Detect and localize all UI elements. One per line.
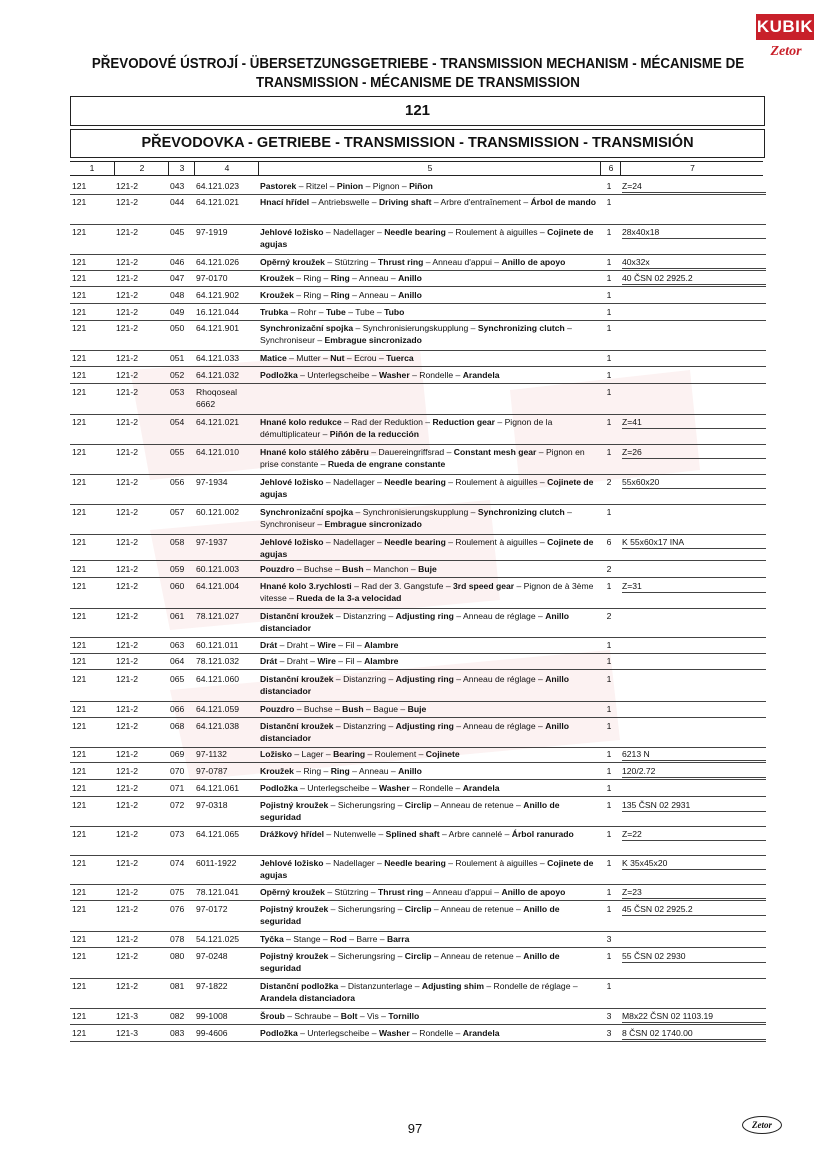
cell-position: 063 (170, 640, 185, 650)
cell-quantity: 1 (606, 704, 612, 714)
cell-part-number: 97-0318 (196, 800, 228, 810)
cell-subgroup: 121-2 (116, 800, 138, 810)
table-row (70, 506, 766, 535)
table-row (70, 886, 766, 901)
cell-note: 6213 N (622, 748, 766, 761)
cell-group: 121 (72, 564, 87, 574)
cell-quantity: 1 (606, 749, 612, 759)
cell-description: Šroub – Schraube – Bolt – Vis – Tornillo (260, 1011, 420, 1021)
cell-part-number: 97-1919 (196, 227, 228, 237)
cell-group: 121 (72, 370, 87, 380)
table-row (70, 1010, 766, 1025)
cell-subgroup: 121-2 (116, 674, 138, 684)
cell-part-number: 64.121.010 (196, 447, 240, 457)
cell-position: 076 (170, 904, 185, 914)
cell-subgroup: 121-2 (116, 370, 138, 380)
table-row (70, 352, 766, 367)
cell-group: 121 (72, 904, 87, 914)
cell-group: 121 (72, 507, 87, 517)
cell-part-number: 97-1132 (196, 749, 227, 759)
cell-note: Z=26 (622, 446, 766, 459)
cell-position: 068 (170, 721, 185, 731)
cell-group: 121 (72, 581, 87, 591)
table-row (70, 306, 766, 321)
cell-subgroup: 121-2 (116, 447, 138, 457)
table-row (70, 828, 766, 856)
cell-group: 121 (72, 951, 87, 961)
cell-group: 121 (72, 353, 87, 363)
cell-subgroup: 121-2 (116, 417, 138, 427)
cell-note: M8x22 ČSN 02 1103.19 (622, 1010, 766, 1023)
cell-subgroup: 121-2 (116, 934, 138, 944)
cell-quantity: 1 (606, 904, 612, 914)
column-header-3: 3 (168, 162, 195, 175)
table-row (70, 1027, 766, 1042)
cell-description: Pojistný kroužek – Sicherungsring – Circlip – Anneau de retenue – Anillo de seguridad (260, 800, 560, 822)
cell-position: 051 (170, 353, 185, 363)
cell-position: 050 (170, 323, 185, 333)
cell-group: 121 (72, 981, 87, 991)
cell-description: Jehlové ložisko – Nadellager – Needle bearing – Roulement à aiguilles – Cojinete de agujas (260, 477, 594, 499)
cell-position: 074 (170, 858, 185, 868)
cell-position: 075 (170, 887, 185, 897)
table-row (70, 799, 766, 827)
column-header-1: 1 (89, 163, 95, 173)
cell-part-number: 64.121.901 (196, 323, 240, 333)
cell-part-number: 97-1934 (196, 477, 228, 487)
cell-subgroup: 121-2 (116, 951, 138, 961)
cell-quantity: 2 (606, 477, 612, 487)
cell-position: 061 (170, 611, 185, 621)
cell-note: 45 ČSN 02 2925.2 (622, 903, 766, 916)
page-title: PŘEVODOVÉ ÚSTROJÍ - ÜBERSETZUNGSGETRIEBE - TRANSMISSION MECHANISM - MÉCANISME DE TRANSMISSION - MÉCANISME DE TRANSMISSION (91, 56, 745, 91)
cell-quantity: 2 (606, 611, 612, 621)
cell-note: Z=24 (622, 180, 766, 193)
cell-part-number: 99-4606 (196, 1028, 228, 1038)
cell-quantity: 1 (606, 417, 612, 427)
cell-position: 044 (170, 197, 185, 207)
cell-position: 069 (170, 749, 185, 759)
cell-group: 121 (72, 417, 87, 427)
cell-position: 065 (170, 674, 185, 684)
table-row (70, 226, 766, 255)
cell-part-number: 97-0172 (196, 904, 228, 914)
group-number: 121 (70, 96, 765, 126)
cell-group: 121 (72, 721, 87, 731)
cell-position: 081 (170, 981, 185, 991)
cell-description: Synchronizační spojka – Synchronisierungskupplung – Synchronizing clutch – Synchroniseur – Embrague sincronizado (260, 507, 572, 529)
cell-subgroup: 121-2 (116, 721, 138, 731)
cell-subgroup: 121-2 (116, 887, 138, 897)
table-row (70, 980, 766, 1009)
cell-quantity: 1 (606, 766, 612, 776)
cell-subgroup: 121-2 (116, 981, 138, 991)
cell-description: Pouzdro – Buchse – Bush – Bague – Buje (260, 704, 427, 714)
cell-subgroup: 121-2 (116, 323, 138, 333)
cell-position: 073 (170, 829, 185, 839)
cell-description: Drát – Draht – Wire – Fil – Alambre (260, 640, 399, 650)
cell-part-number: 64.121.060 (196, 674, 240, 684)
cell-description: Podložka – Unterlegscheibe – Washer – Rondelle – Arandela (260, 370, 500, 380)
cell-quantity: 1 (606, 674, 612, 684)
table-row (70, 748, 766, 763)
cell-description: Tyčka – Stange – Rod – Barre – Barra (260, 934, 410, 944)
cell-quantity: 1 (606, 887, 612, 897)
cell-part-number: 16.121.044 (196, 307, 240, 317)
cell-quantity: 1 (606, 181, 612, 191)
table-row (70, 256, 766, 271)
cell-group: 121 (72, 887, 87, 897)
cell-subgroup: 121-2 (116, 273, 138, 283)
cell-part-number: 54.121.025 (196, 934, 240, 944)
cell-part-number: 60.121.003 (196, 564, 240, 574)
column-header-7: 7 (620, 162, 764, 175)
cell-subgroup: 121-2 (116, 783, 138, 793)
cell-description: Kroužek – Ring – Ring – Anneau – Anillo (260, 273, 422, 283)
cell-group: 121 (72, 829, 87, 839)
table-row (70, 703, 766, 718)
cell-position: 082 (170, 1011, 185, 1021)
cell-note: Z=41 (622, 416, 766, 429)
table-row (70, 289, 766, 304)
cell-note: Z=23 (622, 886, 766, 899)
table-row (70, 322, 766, 351)
cell-subgroup: 121-2 (116, 704, 138, 714)
cell-subgroup: 121-2 (116, 307, 138, 317)
cell-subgroup: 121-2 (116, 227, 138, 237)
cell-note: 40 ČSN 02 2925.2 (622, 272, 766, 285)
cell-group: 121 (72, 197, 87, 207)
cell-group: 121 (72, 290, 87, 300)
table-row (70, 272, 766, 287)
cell-position: 047 (170, 273, 185, 283)
section-title: PŘEVODOVKA - GETRIEBE - TRANSMISSION - TRANSMISSION - TRANSMISIÓN (70, 129, 765, 158)
cell-subgroup: 121-2 (116, 611, 138, 621)
cell-note: 40x32x (622, 256, 766, 269)
cell-position: 056 (170, 477, 185, 487)
table-row (70, 536, 766, 561)
cell-group: 121 (72, 307, 87, 317)
cell-quantity: 3 (606, 1011, 612, 1021)
cell-group: 121 (72, 477, 87, 487)
cell-quantity: 1 (606, 640, 612, 650)
cell-position: 080 (170, 951, 185, 961)
cell-description: Pojistný kroužek – Sicherungsring – Circlip – Anneau de retenue – Anillo de seguridad (260, 904, 560, 926)
cell-quantity: 1 (606, 783, 612, 793)
cell-part-number: 64.121.059 (196, 704, 240, 714)
cell-subgroup: 121-2 (116, 656, 138, 666)
column-header-2: 2 (114, 162, 169, 175)
cell-group: 121 (72, 783, 87, 793)
cell-quantity: 1 (606, 307, 612, 317)
cell-subgroup: 121-2 (116, 858, 138, 868)
cell-description: Podložka – Unterlegscheibe – Washer – Rondelle – Arandela (260, 783, 500, 793)
cell-group: 121 (72, 447, 87, 457)
cell-description: Ložisko – Lager – Bearing – Roulement – Cojinete (260, 749, 460, 759)
cell-quantity: 1 (606, 257, 612, 267)
cell-group: 121 (72, 257, 87, 267)
table-row (70, 446, 766, 475)
table-row (70, 563, 766, 578)
cell-description: Hnací hřídel – Antriebswelle – Driving shaft – Arbre d'entraînement – Árbol de mando (260, 197, 596, 207)
table-row (70, 655, 766, 670)
table-row (70, 950, 766, 979)
cell-subgroup: 121-2 (116, 353, 138, 363)
cell-subgroup: 121-2 (116, 564, 138, 574)
table-row (70, 386, 766, 415)
table-row (70, 639, 766, 654)
brand-logo (756, 14, 814, 66)
cell-part-number: 60.121.002 (196, 507, 240, 517)
cell-description: Opěrný kroužek – Stützring – Thrust ring – Anneau d'appui – Anillo de apoyo (260, 887, 566, 897)
table-row (70, 369, 766, 384)
cell-note: Z=31 (622, 580, 766, 593)
table-row (70, 580, 766, 609)
cell-description: Trubka – Rohr – Tube – Tube – Tubo (260, 307, 405, 317)
logo-zetor-text: Zetor (770, 44, 802, 59)
table-row (70, 720, 766, 748)
cell-position: 060 (170, 581, 185, 591)
cell-position: 059 (170, 564, 185, 574)
cell-note: K 55x60x17 INA (622, 536, 766, 549)
cell-position: 064 (170, 656, 185, 666)
cell-group: 121 (72, 858, 87, 868)
cell-subgroup: 121-2 (116, 477, 138, 487)
cell-group: 121 (72, 227, 87, 237)
cell-group: 121 (72, 181, 87, 191)
cell-group: 121 (72, 537, 87, 547)
cell-subgroup: 121-2 (116, 766, 138, 776)
cell-quantity: 1 (606, 656, 612, 666)
cell-part-number: 64.121.021 (196, 417, 240, 427)
cell-group: 121 (72, 766, 87, 776)
cell-group: 121 (72, 934, 87, 944)
cell-position: 083 (170, 1028, 185, 1038)
cell-quantity: 1 (606, 353, 612, 363)
cell-subgroup: 121-2 (116, 387, 138, 397)
table-row (70, 782, 766, 797)
cell-subgroup: 121-2 (116, 290, 138, 300)
cell-description: Hnané kolo stálého záběru – Dauereingriffsrad – Constant mesh gear – Pignon en prise constante – Rueda de engrane constante (260, 447, 585, 469)
table-row (70, 857, 766, 885)
cell-description: Jehlové ložisko – Nadellager – Needle bearing – Roulement à aiguilles – Cojinete de agujas (260, 537, 594, 559)
cell-group: 121 (72, 704, 87, 714)
cell-note: Z=22 (622, 828, 766, 841)
cell-description: Matice – Mutter – Nut – Ecrou – Tuerca (260, 353, 414, 363)
cell-quantity: 1 (606, 290, 612, 300)
cell-group: 121 (72, 323, 87, 333)
cell-quantity: 1 (606, 507, 612, 517)
cell-note: 135 ČSN 02 2931 (622, 799, 766, 812)
cell-part-number: 97-1937 (196, 537, 228, 547)
cell-part-number: 64.121.902 (196, 290, 240, 300)
cell-description: Distanční kroužek – Distanzring – Adjusting ring – Anneau de réglage – Anillo distanciador (260, 611, 570, 633)
cell-group: 121 (72, 273, 87, 283)
cell-position: 053 (170, 387, 185, 397)
table-row (70, 476, 766, 505)
column-header-5: 5 (258, 162, 601, 175)
cell-quantity: 1 (606, 273, 612, 283)
cell-position: 048 (170, 290, 185, 300)
cell-group: 121 (72, 674, 87, 684)
cell-quantity: 1 (606, 800, 612, 810)
cell-description: Hnané kolo redukce – Rad der Reduktion – Reduction gear – Pignon de la démultiplicateur – Piñón de la reducción (260, 417, 553, 439)
cell-quantity: 1 (606, 227, 612, 237)
cell-subgroup: 121-2 (116, 581, 138, 591)
cell-quantity: 1 (606, 858, 612, 868)
cell-quantity: 1 (606, 197, 612, 207)
cell-part-number: 64.121.033 (196, 353, 240, 363)
cell-subgroup: 121-2 (116, 507, 138, 517)
cell-subgroup: 121-3 (116, 1011, 138, 1021)
cell-part-number: Rhoqoseal 6662 (196, 387, 238, 409)
cell-position: 072 (170, 800, 185, 810)
table-row (70, 933, 766, 948)
cell-quantity: 1 (606, 829, 612, 839)
cell-quantity: 1 (606, 323, 612, 333)
table-row (70, 196, 766, 225)
cell-description: Opěrný kroužek – Stützring – Thrust ring – Anneau d'appui – Anillo de apoyo (260, 257, 566, 267)
cell-position: 057 (170, 507, 185, 517)
cell-description: Hnané kolo 3.rychlosti – Rad der 3. Gangstufe – 3rd speed gear – Pignon de à 3ème vitesse – Rueda de la 3-a velocidad (260, 581, 594, 603)
cell-group: 121 (72, 611, 87, 621)
cell-description: Distanční kroužek – Distanzring – Adjusting ring – Anneau de réglage – Anillo distanciador (260, 721, 570, 743)
cell-position: 049 (170, 307, 185, 317)
cell-subgroup: 121-3 (116, 1028, 138, 1038)
cell-position: 058 (170, 537, 185, 547)
table-row (70, 765, 766, 780)
table-row (70, 610, 766, 638)
cell-quantity: 6 (606, 537, 612, 547)
cell-part-number: 64.121.026 (196, 257, 240, 267)
cell-part-number: 97-0170 (196, 273, 228, 283)
cell-part-number: 99-1008 (196, 1011, 228, 1021)
cell-position: 052 (170, 370, 185, 380)
cell-subgroup: 121-2 (116, 640, 138, 650)
cell-quantity: 3 (606, 1028, 612, 1038)
cell-description: Synchronizační spojka – Synchronisierungskupplung – Synchronizing clutch – Synchroniseur – Embrague sincronizado (260, 323, 572, 345)
cell-position: 071 (170, 783, 185, 793)
table-header (70, 161, 763, 176)
cell-subgroup: 121-2 (116, 537, 138, 547)
cell-quantity: 1 (606, 951, 612, 961)
cell-note: 120/2.72 (622, 765, 766, 778)
cell-part-number: 64.121.021 (196, 197, 240, 207)
cell-group: 121 (72, 749, 87, 759)
cell-group: 121 (72, 640, 87, 650)
cell-description: Kroužek – Ring – Ring – Anneau – Anillo (260, 766, 422, 776)
cell-position: 055 (170, 447, 185, 457)
cell-group: 121 (72, 1028, 87, 1038)
cell-part-number: 78.121.041 (196, 887, 240, 897)
cell-part-number: 64.121.038 (196, 721, 240, 731)
cell-description: Kroužek – Ring – Ring – Anneau – Anillo (260, 290, 422, 300)
cell-subgroup: 121-2 (116, 197, 138, 207)
cell-subgroup: 121-2 (116, 181, 138, 191)
cell-subgroup: 121-2 (116, 829, 138, 839)
cell-part-number: 60.121.011 (196, 640, 239, 650)
cell-part-number: 64.121.061 (196, 783, 240, 793)
cell-part-number: 6011-1922 (196, 858, 237, 868)
cell-part-number: 64.121.032 (196, 370, 240, 380)
cell-group: 121 (72, 1011, 87, 1021)
cell-description: Drážkový hřídel – Nutenwelle – Splined shaft – Arbre cannelé – Árbol ranurado (260, 829, 574, 839)
cell-quantity: 1 (606, 370, 612, 380)
cell-quantity: 1 (606, 721, 612, 731)
cell-description: Jehlové ložisko – Nadellager – Needle bearing – Roulement à aiguilles – Cojinete de agujas (260, 227, 594, 249)
cell-quantity: 1 (606, 447, 612, 457)
column-header-6: 6 (600, 162, 621, 175)
cell-group: 121 (72, 656, 87, 666)
column-header-4: 4 (194, 162, 259, 175)
cell-part-number: 78.121.027 (196, 611, 240, 621)
cell-position: 046 (170, 257, 185, 267)
cell-group: 121 (72, 387, 87, 397)
cell-position: 066 (170, 704, 185, 714)
page-number: 97 (407, 1121, 423, 1136)
table-row (70, 416, 766, 445)
cell-group: 121 (72, 800, 87, 810)
cell-part-number: 97-0787 (196, 766, 228, 776)
cell-part-number: 78.121.032 (196, 656, 240, 666)
cell-part-number: 97-1822 (196, 981, 228, 991)
cell-description: Jehlové ložisko – Nadellager – Needle bearing – Roulement à aiguilles – Cojinete de agujas (260, 858, 594, 880)
cell-note: 55x60x20 (622, 476, 766, 489)
cell-quantity: 1 (606, 581, 612, 591)
cell-part-number: 64.121.023 (196, 181, 240, 191)
cell-description: Drát – Draht – Wire – Fil – Alambre (260, 656, 399, 666)
table-row (70, 673, 766, 702)
cell-description: Distanční podložka – Distanzunterlage – Adjusting shim – Rondelle de réglage – Arandela distanciadora (260, 981, 578, 1003)
footer-zetor-logo: Zetor (742, 1116, 782, 1134)
cell-quantity: 1 (606, 387, 612, 397)
cell-note: 28x40x18 (622, 226, 766, 239)
cell-note: K 35x45x20 (622, 857, 766, 870)
cell-position: 045 (170, 227, 185, 237)
cell-description: Pastorek – Ritzel – Pinion – Pignon – Piñon (260, 181, 433, 191)
cell-description: Pouzdro – Buchse – Bush – Manchon – Buje (260, 564, 437, 574)
cell-part-number: 97-0248 (196, 951, 228, 961)
cell-description: Podložka – Unterlegscheibe – Washer – Rondelle – Arandela (260, 1028, 500, 1038)
cell-subgroup: 121-2 (116, 257, 138, 267)
cell-note: 8 ČSN 02 1740.00 (622, 1027, 766, 1040)
cell-part-number: 64.121.004 (196, 581, 240, 591)
table-row (70, 180, 766, 195)
cell-subgroup: 121-2 (116, 749, 138, 759)
cell-position: 054 (170, 417, 185, 427)
cell-position: 070 (170, 766, 185, 776)
cell-position: 043 (170, 181, 185, 191)
cell-quantity: 2 (606, 564, 612, 574)
cell-position: 078 (170, 934, 185, 944)
table-row (70, 903, 766, 932)
logo-kubik-text: KUBIK (756, 14, 814, 40)
cell-description: Distanční kroužek – Distanzring – Adjusting ring – Anneau de réglage – Anillo distanciador (260, 674, 570, 696)
cell-description: Pojistný kroužek – Sicherungsring – Circlip – Anneau de retenue – Anillo de seguridad (260, 951, 560, 973)
cell-quantity: 1 (606, 981, 612, 991)
cell-quantity: 3 (606, 934, 612, 944)
cell-note: 55 ČSN 02 2930 (622, 950, 766, 963)
cell-part-number: 64.121.065 (196, 829, 240, 839)
cell-subgroup: 121-2 (116, 904, 138, 914)
